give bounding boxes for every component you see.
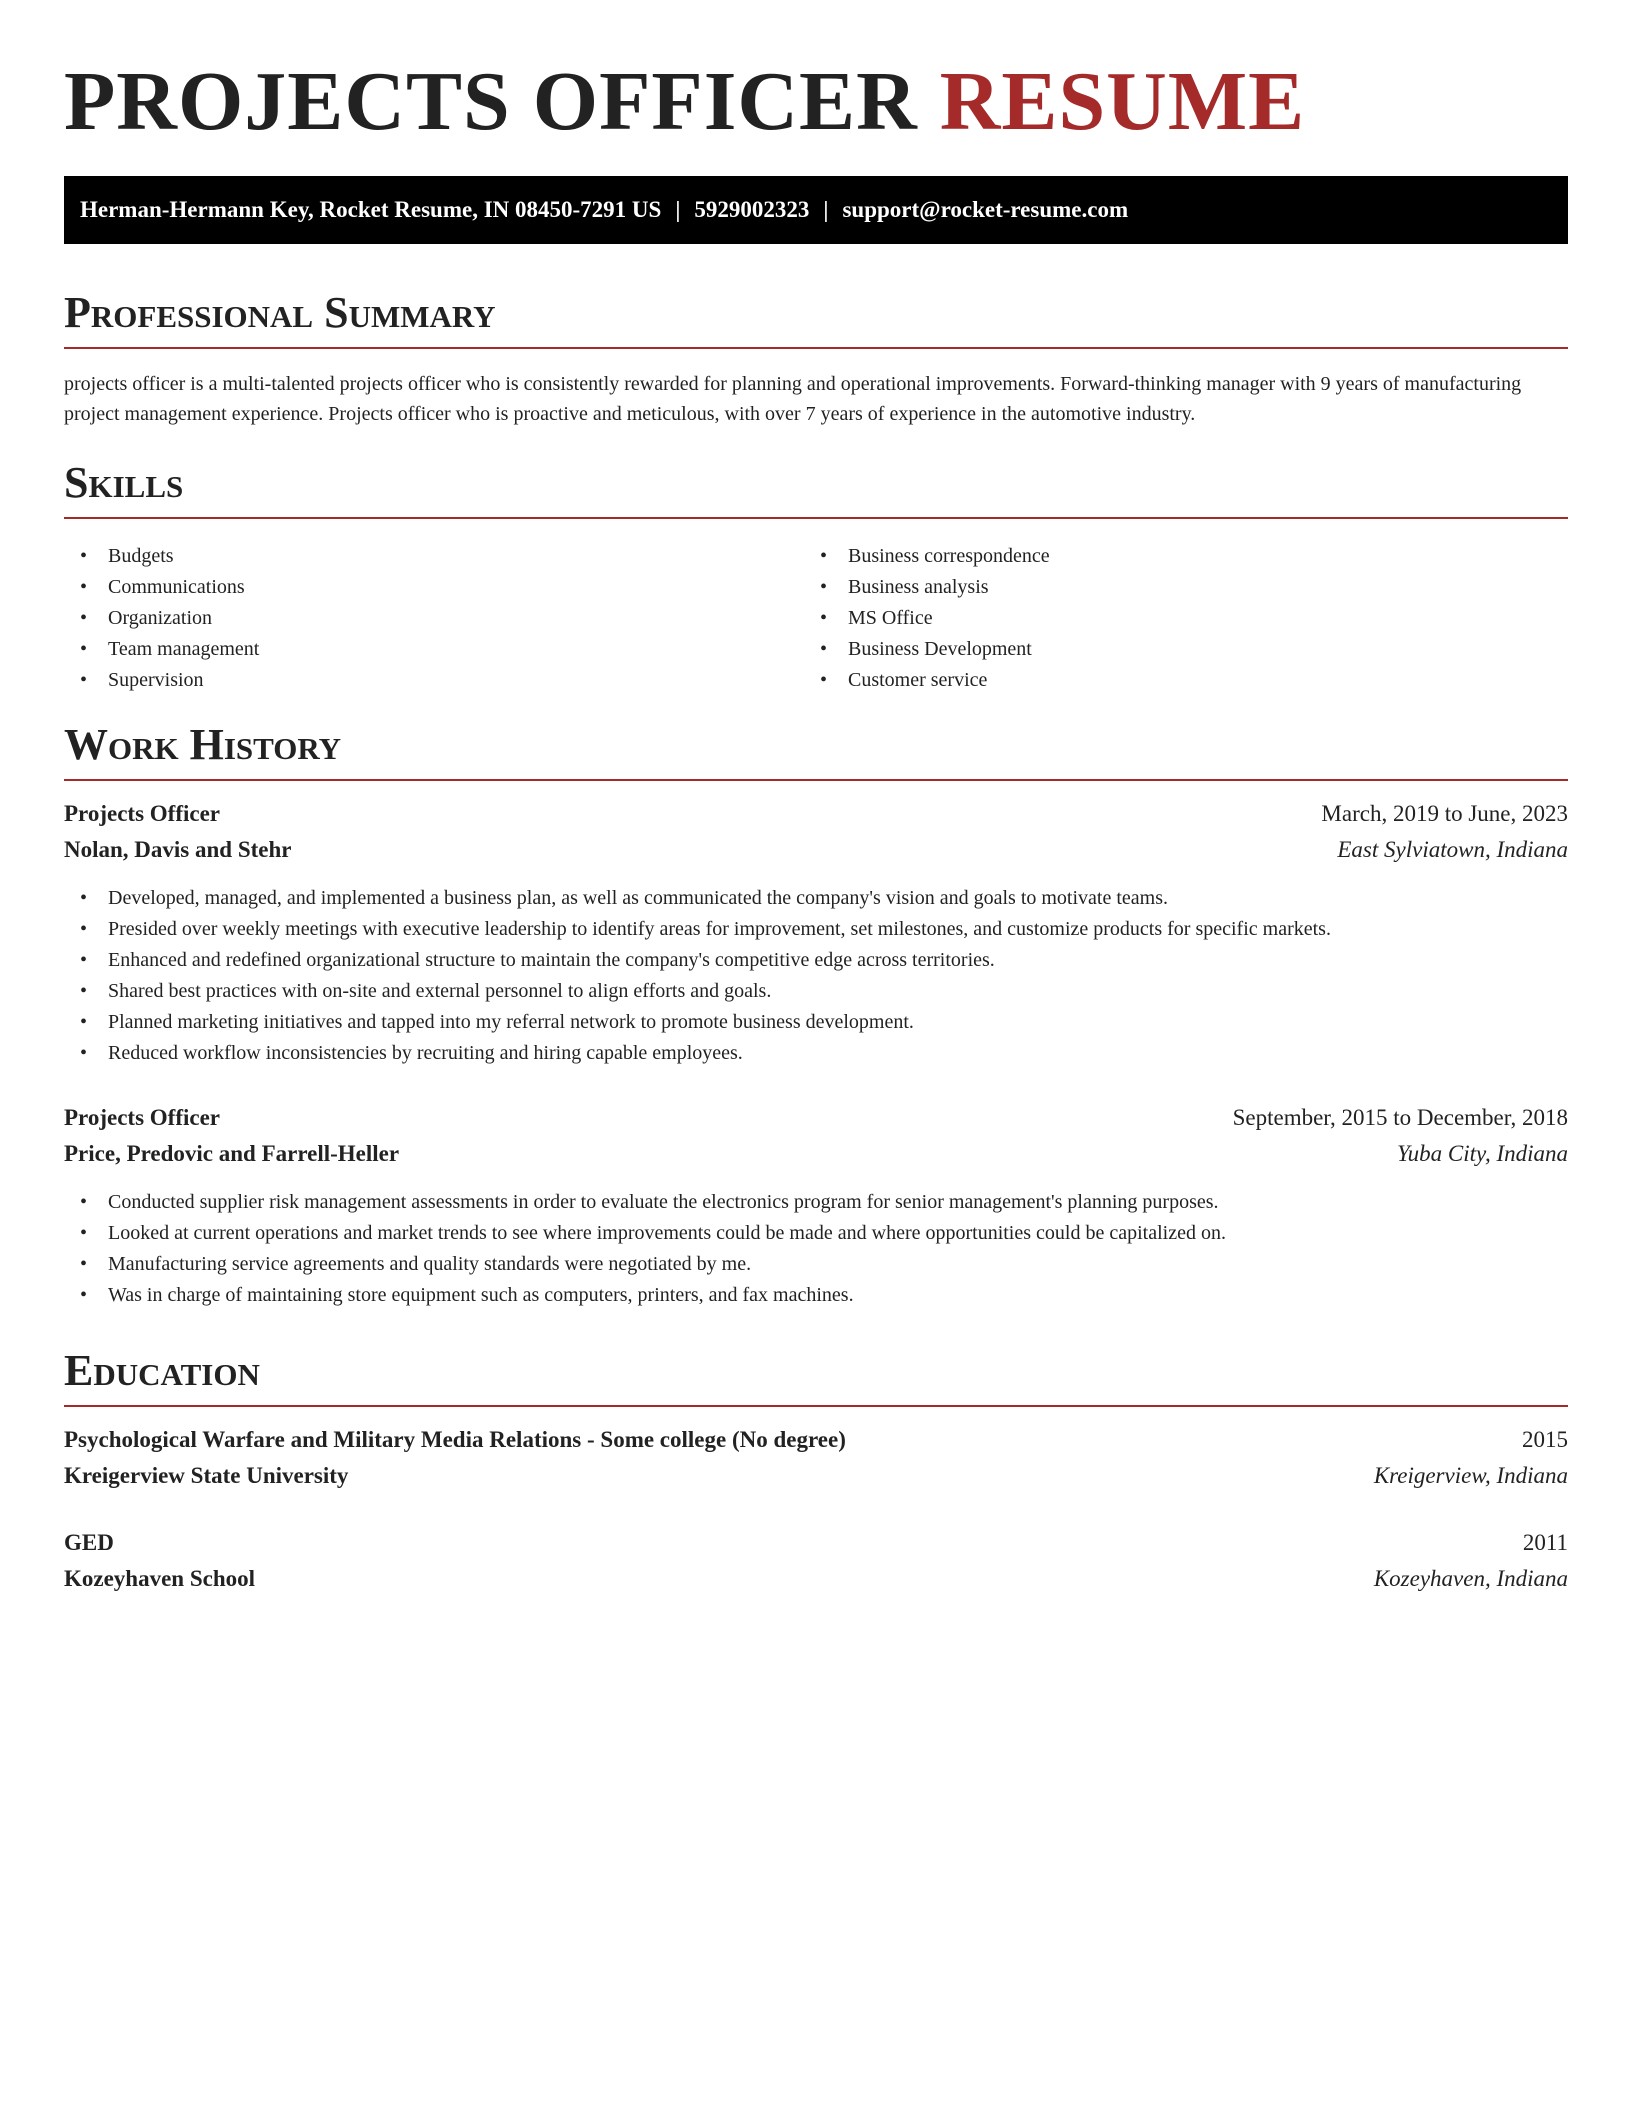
skill-item: • Business analysis: [804, 572, 1544, 603]
education-subheader: [64, 1561, 1568, 1597]
job-header: [64, 1100, 1568, 1136]
resume-title: [64, 52, 1305, 152]
skills-list-left: [64, 541, 804, 696]
job-company: Nolan, Davis and Stehr: [64, 837, 292, 862]
education-school: Kozeyhaven School: [64, 1566, 256, 1591]
section-divider: [64, 517, 1568, 519]
education-location: Kreigerview, Indiana: [1373, 1463, 1568, 1488]
section-heading-education: Education: [64, 1346, 260, 1395]
job-bullet: • Conducted supplier risk management assessments in order to evaluate the electronics program for senior management's planning purposes.: [64, 1187, 1568, 1218]
job-company: Price, Predovic and Farrell-Heller: [64, 1141, 400, 1166]
section-heading-skills: Skills: [64, 458, 184, 507]
education-location: Kozeyhaven, Indiana: [1373, 1566, 1568, 1591]
job-bullet: • Shared best practices with on-site and external personnel to align efforts and goals.: [64, 976, 1568, 1007]
job-bullet: • Developed, managed, and implemented a business plan, as well as communicated the company's vision and goals to motivate teams.: [64, 883, 1568, 914]
job-title: Projects Officer: [64, 1105, 221, 1130]
skill-item: • Budgets: [64, 541, 804, 572]
skill-item: • Team management: [64, 634, 804, 665]
skill-item: • Supervision: [64, 665, 804, 696]
job-subheader: [64, 832, 1568, 868]
section-heading-summary: Professional Summary: [64, 288, 496, 337]
skill-item: • Organization: [64, 603, 804, 634]
job-bullet: • Enhanced and redefined organizational structure to maintain the company's competitive edge across territories.: [64, 945, 1568, 976]
education-degree: GED: [64, 1530, 114, 1555]
job-dates: September, 2015 to December, 2018: [1232, 1105, 1568, 1130]
job-dates: March, 2019 to June, 2023: [1321, 801, 1568, 826]
education-subheader: [64, 1458, 1568, 1494]
job-bullet: • Looked at current operations and market trends to see where improvements could be made and where opportunities could be capitalized on.: [64, 1218, 1568, 1249]
skills-list-right: [804, 541, 1544, 696]
education-year: 2015: [1522, 1427, 1568, 1452]
job-header: [64, 796, 1568, 832]
education-header: [64, 1422, 1568, 1458]
job-subheader: [64, 1136, 1568, 1172]
education-degree: Psychological Warfare and Military Media Relations - Some college (No degree): [64, 1427, 846, 1452]
education-header: [64, 1525, 1568, 1561]
job-bullets: [64, 1187, 1568, 1311]
job-title: Projects Officer: [64, 801, 221, 826]
skill-item: • Business Development: [804, 634, 1544, 665]
contact-address: Herman-Hermann Key, Rocket Resume, IN 08450-7291 US: [80, 197, 662, 222]
job-location: Yuba City, Indiana: [1396, 1141, 1568, 1166]
section-divider: [64, 779, 1568, 781]
title-main: PROJECTS OFFICER: [64, 55, 918, 148]
summary-text: projects officer is a multi-talented projects officer who is consistently rewarded for planning and operational improvements. Forward-thinking manager with 9 years of manufacturing project management experience. Projects officer who is proactive and meticulous, with over 7 years of experience in the automotive industry.: [64, 373, 1522, 425]
contact-phone[interactable]: 5929002323: [694, 197, 810, 222]
contact-separator: |: [823, 197, 829, 222]
job-bullet: • Reduced workflow inconsistencies by recruiting and hiring capable employees.: [64, 1038, 1568, 1069]
job-bullet: • Was in charge of maintaining store equipment such as computers, printers, and fax machines.: [64, 1280, 1568, 1311]
skill-item: • Communications: [64, 572, 804, 603]
title-accent: RESUME: [939, 55, 1306, 148]
education-school: Kreigerview State University: [64, 1463, 349, 1488]
skill-item: • MS Office: [804, 603, 1544, 634]
skill-item: • Customer service: [804, 665, 1544, 696]
contact-email[interactable]: support@rocket-resume.com: [842, 197, 1129, 222]
contact-separator: |: [675, 197, 681, 222]
section-heading-work: Work History: [64, 720, 342, 769]
section-divider: [64, 347, 1568, 349]
education-year: 2011: [1522, 1530, 1568, 1555]
job-bullet: • Presided over weekly meetings with executive leadership to identify areas for improvement, set milestones, and customize products for specific markets.: [64, 914, 1568, 945]
section-divider: [64, 1405, 1568, 1407]
job-location: East Sylviatown, Indiana: [1337, 837, 1568, 862]
job-bullet: • Manufacturing service agreements and quality standards were negotiated by me.: [64, 1249, 1568, 1280]
skill-item: • Business correspondence: [804, 541, 1544, 572]
job-bullet: • Planned marketing initiatives and tapped into my referral network to promote business development.: [64, 1007, 1568, 1038]
job-bullets: [64, 883, 1568, 1069]
contact-bar: [64, 176, 1568, 244]
